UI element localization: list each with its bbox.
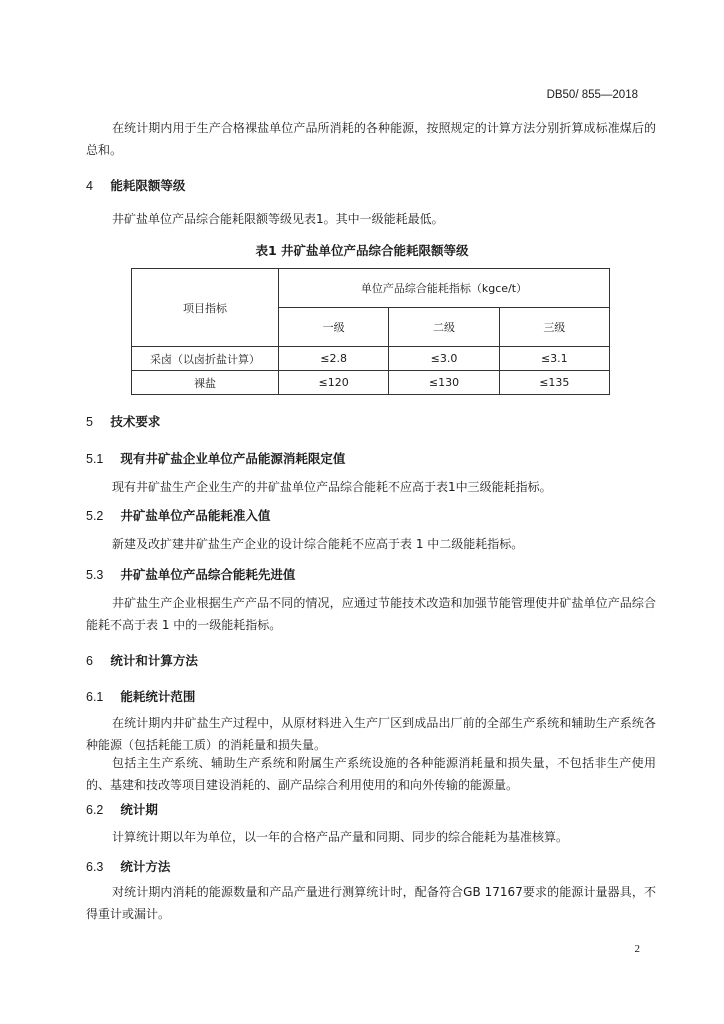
section-4-heading (86, 176, 185, 194)
section-title: 统计期 (120, 802, 158, 817)
table-cell-value: ≤3.0 (389, 347, 499, 371)
table-row (132, 347, 610, 371)
table-group-header: 单位产品综合能耗指标（kgce/t） (279, 269, 610, 308)
section-5-heading (86, 412, 160, 430)
section-title: 能耗限额等级 (110, 178, 186, 193)
section-6-1-heading (86, 687, 195, 705)
table-cell-item: 采卤（以卤折盐计算） (132, 347, 279, 371)
table-grade-header: 二级 (389, 308, 499, 347)
section-number: 5.2 (86, 509, 104, 523)
section-5-1-text: 现有井矿盐生产企业生产的井矿盐单位产品综合能耗不应高于表1中三级能耗指标。 (112, 480, 552, 494)
table-row (132, 371, 610, 395)
section-5-3-text: 井矿盐生产企业根据生产产品不同的情况，应通过节能技术改造和加强节能管理使井矿盐单位产品综合能耗不高于表 1 中的一级能耗指标。 (86, 596, 656, 632)
table-cell-value: ≤135 (499, 371, 609, 395)
section-title: 统计方法 (120, 859, 171, 874)
section-number: 5.3 (86, 568, 104, 582)
section-title: 统计和计算方法 (110, 653, 198, 668)
standard-number: DB50/ 855—2018 (546, 89, 638, 101)
section-number: 6.1 (86, 690, 104, 704)
section-6-3-text: 对统计期内消耗的能源数量和产品产量进行测算统计时，配备符合GB 17167要求的能源计量器具，不得重计或漏计。 (86, 885, 656, 921)
intro-paragraph: 在统计期内用于生产合格裸盐单位产品所消耗的各种能源，按照规定的计算方法分别折算成标准煤后的总和。 (86, 121, 656, 157)
section-number: 6 (86, 654, 93, 668)
section-title: 井矿盐单位产品综合能耗先进值 (120, 567, 296, 582)
section-6-2-text: 计算统计期以年为单位，以一年的合格产品产量和同期、同步的综合能耗为基准核算。 (112, 830, 569, 844)
table-cell-value: ≤3.1 (499, 347, 609, 371)
section-6-2-heading (86, 800, 158, 818)
section-6-heading (86, 651, 198, 669)
section-4-text: 井矿盐单位产品综合能耗限额等级见表1。其中一级能耗最低。 (112, 212, 444, 226)
table-item-header: 项目指标 (132, 269, 279, 347)
page-number: 2 (634, 943, 640, 955)
section-number: 6.3 (86, 860, 104, 874)
section-6-3-heading (86, 857, 170, 875)
table-grade-header: 一级 (279, 308, 389, 347)
section-number: 4 (86, 179, 93, 193)
section-number: 5 (86, 415, 93, 429)
table-cell-value: ≤2.8 (279, 347, 389, 371)
section-title: 技术要求 (110, 414, 161, 429)
section-title: 现有井矿盐企业单位产品能源消耗限定值 (120, 451, 346, 466)
section-5-2-heading (86, 506, 270, 524)
section-5-3-heading (86, 565, 295, 583)
section-number: 6.2 (86, 803, 104, 817)
section-6-1-text-2: 包括主生产系统、辅助生产系统和附属生产系统设施的各种能源消耗量和损失量，不包括非生产使用的、基建和技改等项目建设消耗的、副产品综合利用使用的和向外传输的能源量。 (86, 756, 656, 792)
table-cell-value: ≤130 (389, 371, 499, 395)
energy-limit-table (131, 268, 610, 395)
section-6-1-text-1: 在统计期内井矿盐生产过程中，从原材料进入生产厂区到成品出厂前的全部生产系统和辅助生产系统各种能源（包括耗能工质）的消耗量和损失量。 (86, 716, 656, 752)
section-5-1-heading (86, 449, 345, 467)
table-caption: 表1 井矿盐单位产品综合能耗限额等级 (255, 243, 469, 258)
section-title: 井矿盐单位产品能耗准入值 (120, 508, 271, 523)
section-number: 5.1 (86, 452, 104, 466)
table-grade-header: 三级 (499, 308, 609, 347)
section-5-2-text: 新建及改扩建井矿盐生产企业的设计综合能耗不应高于表 1 中二级能耗指标。 (112, 537, 524, 551)
section-title: 能耗统计范围 (120, 689, 196, 704)
table-cell-item: 裸盐 (132, 371, 279, 395)
table-cell-value: ≤120 (279, 371, 389, 395)
